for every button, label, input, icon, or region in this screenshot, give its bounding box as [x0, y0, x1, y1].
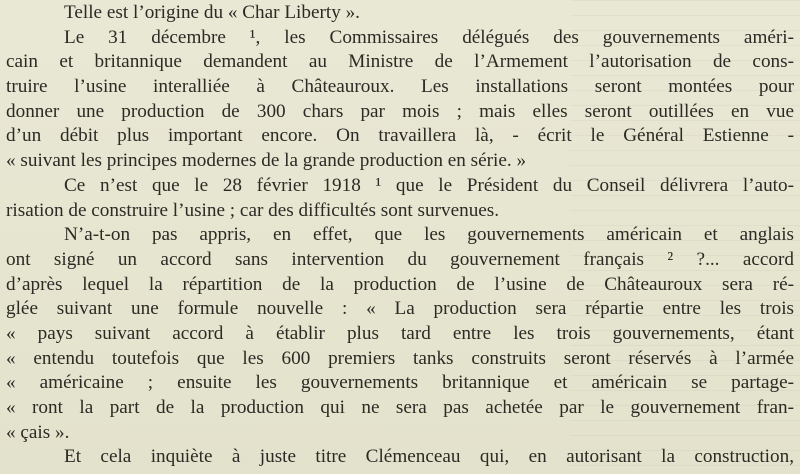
paragraph-4-line-3: d’après lequel la répartition de la production de l’usine de Châteauroux sera ré-	[6, 273, 794, 295]
paragraph-4-line-5: « pays suivant accord à établir plus tard entre les trois gouvernements, étant	[6, 322, 794, 344]
paragraph-2-line-2: cain et britannique demandent au Ministre de l’Armement l’autorisation de cons-	[6, 51, 794, 73]
paragraph-3-line-2: risation de construire l’usine ; car des difficultés sont survenues.	[6, 199, 500, 221]
paragraph-1-line-1: Telle est l’origine du « Char Liberty ».	[64, 2, 360, 23]
paragraph-5-line-1: Et cela inquiète à juste titre Clémenceau qui, en autorisant la construction,	[64, 446, 794, 468]
paragraph-2-line-4: donner une production de 300 chars par mois ; mais elles seront outillées en vue	[6, 100, 794, 122]
paragraph-2-line-3: truire l’usine interalliée à Châteauroux. Les installations seront montées pour	[6, 76, 794, 98]
paragraph-4-line-4: glée suivant une formule nouvelle : « La production sera répartie entre les trois	[6, 298, 794, 320]
paragraph-4-line-6: « entendu toutefois que les 600 premiers tanks construits seront réservés à l’armée	[6, 347, 794, 369]
paragraph-2-line-6: « suivant les principes modernes de la grande production en série. »	[6, 150, 527, 172]
paragraph-3-line-1: Ce n’est que le 28 février 1918 ¹ que le Président du Conseil délivrera l’auto-	[64, 174, 794, 196]
paragraph-4-line-8: « ront la part de la production qui ne sera pas achetée par le gouvernement fran-	[6, 397, 794, 418]
paragraph-4-line-2: ont signé un accord sans intervention du gouvernement français ² ?... accord	[6, 248, 794, 270]
paragraph-4-line-7: « américaine ; ensuite les gouvernements britannique et américain se partage-	[6, 372, 794, 394]
paragraph-4-line-9: « çais ».	[6, 421, 70, 443]
body-text	[6, 1, 794, 470]
paragraph-2-line-1: Le 31 décembre ¹, les Commissaires délégués des gouvernements améri-	[64, 26, 794, 48]
paragraph-2-line-5: d’un débit plus important encore. On travaillera là, - écrit le Général Estienne -	[6, 125, 794, 147]
paragraph-4-line-1: N’a-t-on pas appris, en effet, que les gouvernements américain et anglais	[64, 224, 794, 246]
